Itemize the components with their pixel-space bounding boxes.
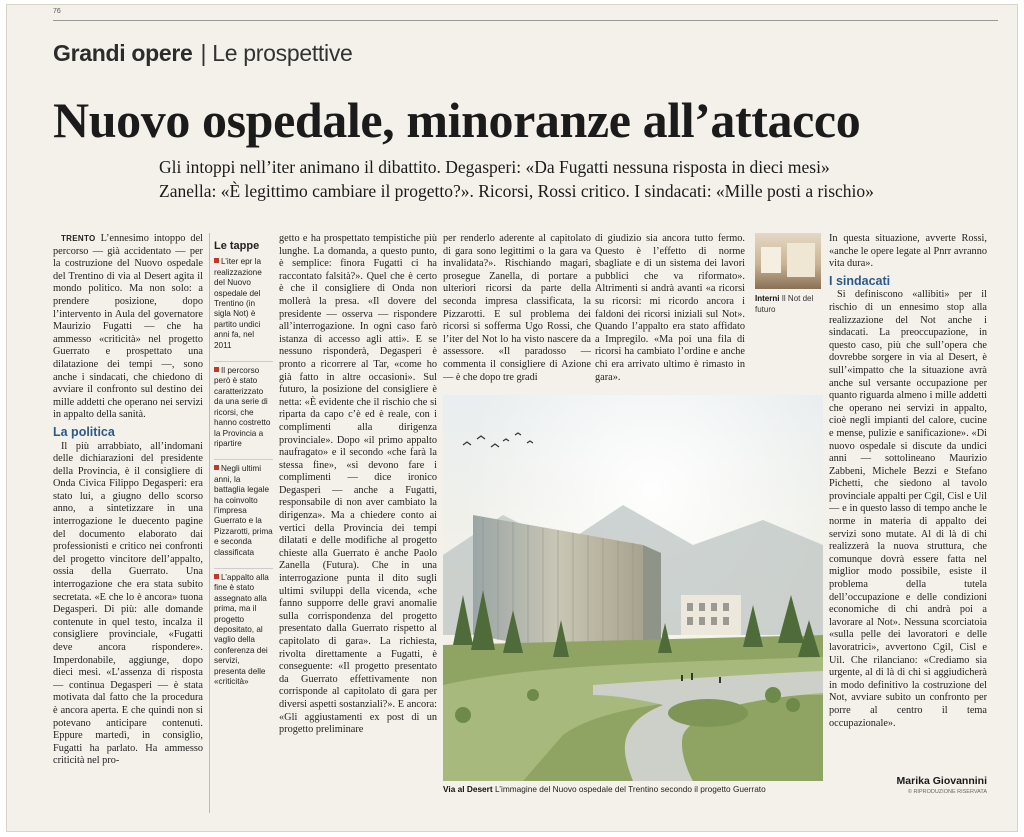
timeline-title: Le tappe: [214, 240, 260, 252]
top-rule: [53, 20, 998, 21]
rendering-illustration: [443, 395, 823, 781]
timeline-item: Il percorso però è stato caratterizzato da una serie di ricorsi, che hanno costretto la Provincia a ripartire: [214, 361, 273, 449]
article-paragraph: TRENTO L’ennesimo intoppo del percorso — già accidentato — per la costruzione del Nuovo ospedale del Trentino di via al Desert agita il mondo politico. Ma non solo: a prendere posizione, dopo l’intervento in Aula del governatore Maurizio Fugatti — che ha ammesso «criticità» nel progetto Guerrato e prospettato una dilatazione dei tempi —, sono anche i sindacati, che chiedono di avviare il confronto sul destino dei mille addetti che operano nei servizi in appalto della sanità.: [53, 233, 203, 421]
caption-label: Interni: [755, 294, 780, 303]
page-number: 76: [53, 8, 61, 15]
article-column-2: [279, 233, 437, 813]
article-paragraph: Il più arrabbiato, all’indomani delle dichiarazioni del presidente della Provincia, è il consigliere di Onda Civica Filippo Degasperi: era stato lui, a giugno dello scorso anno, a sintetizzare in una interrogazione le duecento pagine del documento elaborato dai professionisti e critico nei confronti del progetto vincitore dell’appalto, ossia della Guerrato. Una interrogazione che era stata subito secretata. «E che lo è ancora» tuona Degasperi. Di più: alle domande contenute in quel testo, incalza il consigliere provinciale, «Fugatti deve ancora rispondere». Imperdonabile, aggiunge, dopo dieci mesi. «L’assenza di risposta — continua Degasperi — è stata motivata dal fatto che la procedura è ancora aperta. E che quindi non si potevano anticipare contenuti. Eppure martedì, in consiglio, Fugatti ha parlato. Ha ammesso criticità nel pro-: [53, 440, 203, 767]
interior-photo-caption: Interni Il Not del futuro: [755, 294, 814, 314]
headline: Nuovo ospedale, minoranze all’attacco: [53, 92, 861, 148]
hospital-rendering: [443, 395, 823, 781]
article-paragraph: Si definiscono «allibiti» per il rischio di un ennesimo stop alla realizzazione del Not anche i sindacati. La preoccupazione, in questo caso, più che sull’opera che dovrebbe sorgere in via al Desert, è sull’«impatto che la situazione avrà anche sul versante occupazione per quanto riguarda almeno i mille addetti che operano nei servizi in appalto, cioè negli impianti del calore, cucine e mense, pulizie e sanificazione». «Di nuovo ospedale si discute da undici anni — sottolineano Maurizio Zabbeni, Michele Bezzi e Stefano Pichetti, che siedono al tavolo provinciale appalti per Cgil, Cisl e Uil — e in questo lasso di tempo anche le norme in materia di appalto dei servizi sono mutate. Al di là di chi realizzerà la nuova struttura, che comunque dovrà essere fatta nel miglior modo possibile, esiste il problema della tutela dell’occupazione e delle condizioni economiche di chi andrà poi a lavorare al Not». Nessuna scorciatoia «sulla pelle dei lavoratori e delle lavoratrici», avvertono Cgil, Cisl e Uil. Che rilanciano: «Crediamo sia urgente, al di là di chi si aggiudicherà in modo definitivo la costruzione del Not, avviare subito un confronto per porre al centro il tema occupazionale».: [829, 289, 987, 729]
timeline-item: Negli ultimi anni, la battaglia legale ha coinvolto l’impresa Guerrato e la Pizzarotti, prima e seconda classificata: [214, 459, 273, 558]
article-paragraph: In questa situazione, avverte Rossi, «anche le opere legate al Pnrr avranno vita dura».: [829, 233, 987, 270]
article-column-4: [595, 233, 745, 387]
section-header: [53, 40, 353, 67]
timeline-item: L’iter epr la realizzazione del Nuovo ospedale del Trentino (in sigla Not) è partito undici anni fa, nel 2011: [214, 257, 262, 350]
section-main: Grandi opere: [53, 40, 193, 66]
rendering-caption: Via al Desert L’immagine del Nuovo ospedale del Trentino secondo il progetto Guerrato: [443, 784, 766, 794]
article-column-1: [53, 233, 203, 813]
subtitle-line-2: Zanella: «È legittimo cambiare il progetto?». Ricorsi, Rossi critico. I sindacati: «Mille posti a rischio»: [159, 181, 874, 201]
section-separator: |: [200, 40, 207, 66]
timeline-item: L’appalto alla fine è stato assegnato alla prima, ma il progetto depositato, al vaglio della conferenza dei servizi, presenta delle «criticità»: [214, 568, 273, 687]
dateline: TRENTO: [61, 234, 96, 243]
subheading-sindacati: I sindacati: [829, 273, 891, 288]
article-paragraph: getto e ha prospettato tempistiche più lunghe. La domanda, a questo punto, è semplice: finora Fugatti ci ha raccontato falsità?». Quel che è certo è che il consigliere di Onda non mollerà la presa. «Il dovere del presidente — osserva — rispondere all’interrogazione. In ogni caso farò istanza di accesso agli atti». E se nessuno risponderà, Degasperi è pronto a ricorrere al Tar, «come ho già fatto in altre occasioni». Sul futuro, la posizione del consigliere è netta: «È evidente che il rischio che si riparta da capo c’è ed è reale, con i complimenti alla dirigenza provinciale». Dopo «il primo appalto naufragato» e il secondo «che farà la stessa fine», «si devono fare i complimenti — dice ironico Degasperi — anche a Fugatti, responsabile di non aver cambiato la dirigenza». Ma a chiedere conto ai vertici della Provincia dei tempi dilatati e delle modifiche al progetto chieste alla Guerrato è anche Paolo Zanella (Futura). Che in una interrogazione punta il dito sugli ultimi sviluppi della vicenda, «che fanno supporre delle gravi anomalie sulla corrispondenza del progetto presentato dalla Guerrato rispetto al capitolato di gara». La richiesta, rivolta direttamente a Fugatti, è conseguente: «Il progetto presentato da Guerrato effettivamente non corrisponde al capitolato di gara per diversi aspetti sostanziali?». E ancora: «Gli aggiustamenti ex post di un progetto preliminare: [279, 233, 437, 736]
article-paragraph: per renderlo aderente al capitolato di gara sono legittimi o la gara va invalidata?». Rischiando magari, prosegue Zanella, di portare a ulteriori ricorsi da parte della seconda impresa classificata, la Pizzarotti. E sul problema dei ricorsi si sofferma Ugo Rossi, che l’iter del Not lo ha visto nascere da assessore. «Il paradosso — commenta il consigliere di Azione — è che dopo tre gradi: [443, 233, 591, 383]
bullet-icon: [214, 465, 219, 470]
subtitle-line-1: Gli intoppi nell’iter animano il dibattito. Degasperi: «Da Fugatti nessuna risposta in dieci mesi»: [159, 157, 830, 177]
photo-window: [761, 247, 781, 273]
article-paragraph: di giudizio sia ancora tutto fermo. Questo è l’effetto di norme sbagliate e di un sistema dei lavori pubblici che va riformato». Altrimenti si andrà avanti «a ricorsi su ricorsi: mi ricordo ancora i faldoni dei ricorsi iniziali sul Not». Quando l’appalto era stato affidato a Impregilo. «Ma poi una fila di ricorsi ha cambiato l’ordine e anche chi era arrivato ultimo è rimasto in gara».: [595, 233, 745, 383]
photo-window: [787, 243, 815, 277]
timeline-sidebar: [209, 233, 273, 813]
article-column-6: [829, 233, 987, 773]
subtitle: [159, 155, 989, 203]
newspaper-page: [6, 4, 1018, 832]
bullet-icon: [214, 367, 219, 372]
byline: Marika Giovannini: [896, 775, 987, 787]
copyright-notice: © RIPRODUZIONE RISERVATA: [907, 789, 987, 795]
subheading-politica: La politica: [53, 424, 115, 439]
article-column-3: [443, 233, 591, 387]
bullet-icon: [214, 574, 219, 579]
caption-label: Via al Desert: [443, 784, 493, 794]
section-sub: Le prospettive: [212, 40, 353, 66]
bullet-icon: [214, 258, 219, 263]
interior-photo: [755, 233, 821, 289]
